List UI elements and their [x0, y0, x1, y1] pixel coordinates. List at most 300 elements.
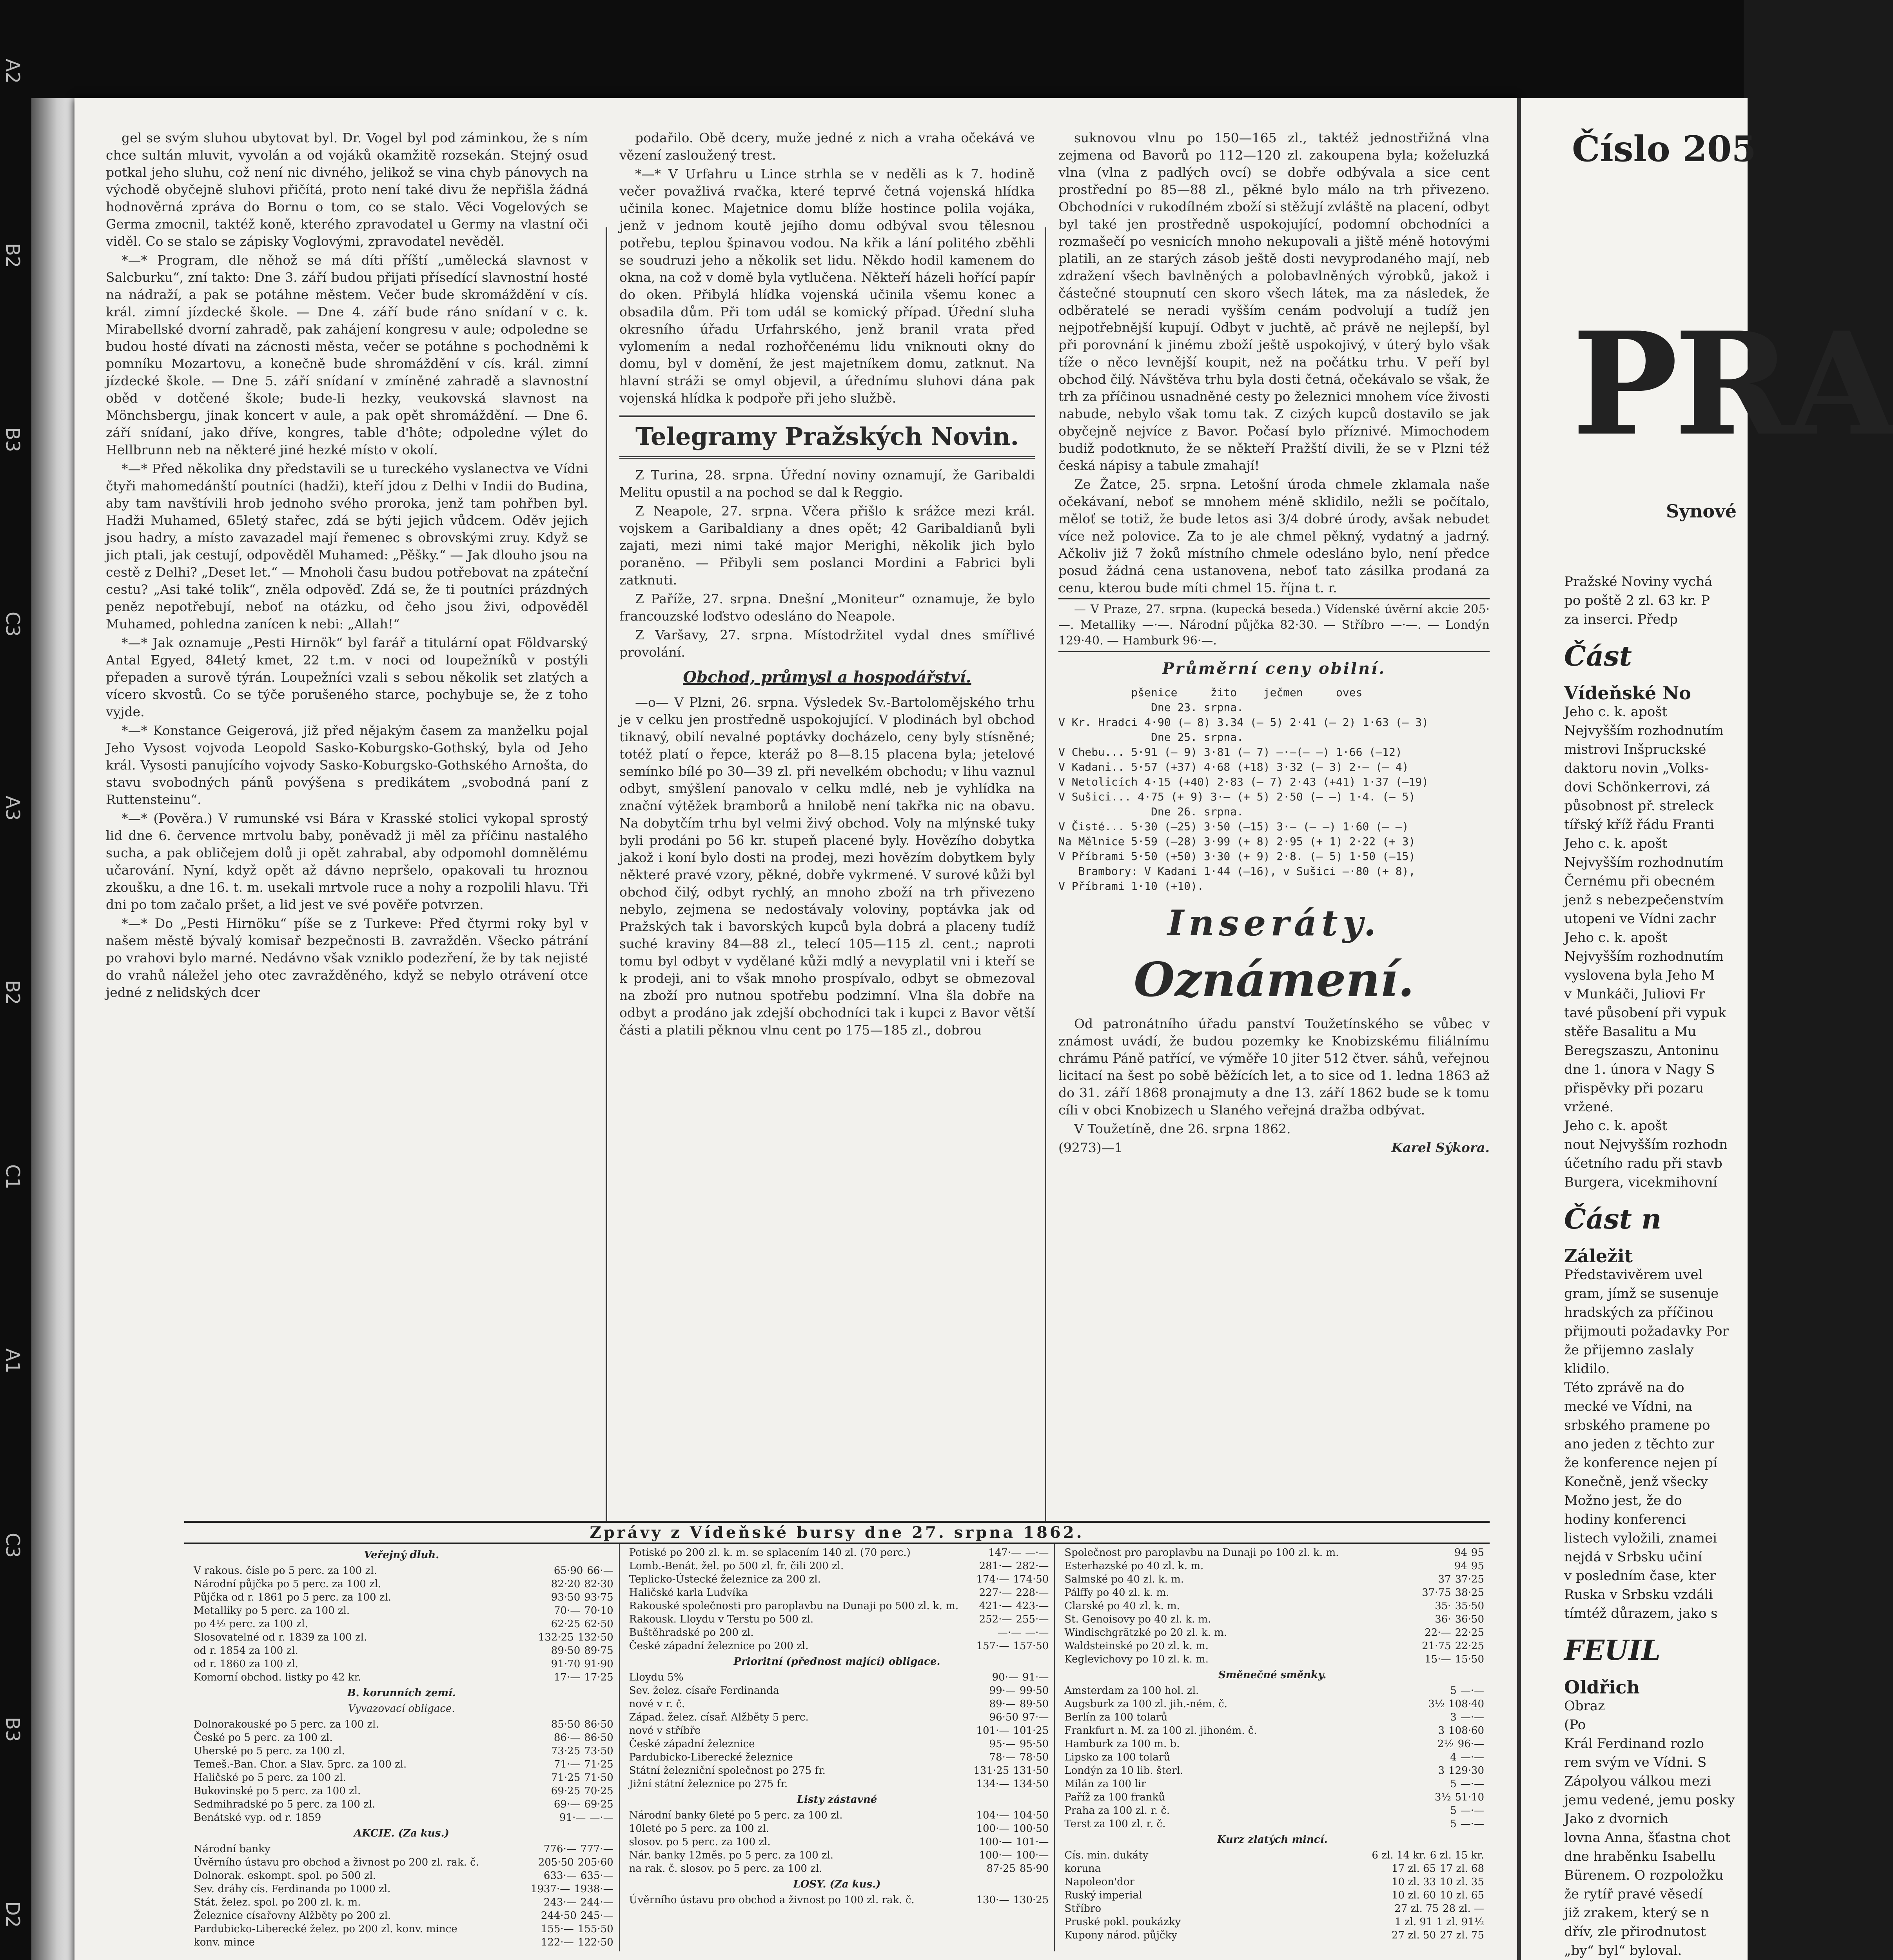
bourse-price: 78·— — [989, 1751, 1016, 1763]
bourse-row — [190, 1617, 613, 1631]
bourse-price: 10 zl. 65 — [1440, 1889, 1485, 1901]
bourse-item-name: České západní železnice po 200 zl. — [629, 1640, 809, 1652]
masthead-title: PRA — [1572, 301, 1893, 467]
text-line: Nejvyšším rozhodnutím — [1564, 855, 1724, 870]
bourse-price: 85·50 — [551, 1719, 581, 1730]
commerce-report: —o— V Plzni, 26. srpna. Výsledek Sv.-Bartolomějského trhu je v celku jen prostředně uspokojující. V plodinách byl obchod tiknavý, obilí nevalné poptávky docházelo, ceny byly stísněné; totéž platí o řepce, kteráž po 8—8.15 placena byla; jetelové semínko bílé po 30—39 zl. při nevelkém obchodu; v lihu vaznul odbyt, smýšlení panovalo v celku mdlé, neb je vyhlídka na znační výtěžek bramborů a hnilobě není takřka nic na obavu. Na dobytčím trhu byl velmi živý obchod. Voly na mlýnské tuky byli prodáni po 56 kr. stupeň placené byly. Hovězího dobytka jakož i koní bylo dosti na prodej, mezi hovězím dobytkem byly některé pravé vzory, pěkné, dobře vykrmené. V surové kůži byl obchod čilý, odbyt rychlý, an mnoho zboží na trh přivezeno nebylo, zejmena se nedostávaly voloviny, poptávka jak od Pražských tak i bavorských kupců byla dobrá a placeny tudíž suché kraviny 84—88 zl., telecí 105—115 zl. cent.; naproti tomu byl odbyt v vydělané kůži mdlý a nevyplatil vni i kteří se k prodeji, ani to však mnoho prospívalo, odbyt se obmezoval na zboží pro nutnou spotřebu podzimní. Vlna šla dobře na odbyt a prodáno jak zdejší obchodníci tak i kupci z Bavor větší části a platili pěknou vlnu cent po 175—185 zl., dobrou — [619, 695, 1035, 1038]
bourse-row — [1060, 1697, 1484, 1711]
bourse-row — [1060, 1711, 1484, 1724]
bourse-price: 129·30 — [1448, 1765, 1485, 1777]
bourse-item-name: Praha za 100 zl. r. č. — [1064, 1805, 1170, 1817]
bourse-item-name: Potiské po 200 zl. k. m. se splacením 140 zl. (70 perc.) — [629, 1547, 911, 1559]
bourse-row — [625, 1893, 1049, 1907]
bourse-price: 17 zl. 65 — [1392, 1863, 1436, 1875]
bourse-row — [190, 1936, 613, 1949]
text-line: nout Nejvyšším rozhodn — [1564, 1137, 1728, 1152]
bourse-price: 6 zl. 15 kr. — [1430, 1849, 1485, 1861]
bourse-price: 100·— — [1016, 1849, 1049, 1861]
bourse-price: 94 — [1454, 1547, 1467, 1559]
bourse-row — [625, 1613, 1049, 1626]
film-edge-label: C1 — [2, 1164, 24, 1190]
text-line: stěře Basalitu a Mu — [1564, 1024, 1697, 1040]
article-paragraph: podařilo. Obě dcery, muže jedné z nich a vraha očekává ve vězení zasloužený trest. — [619, 130, 1035, 163]
bourse-price: 93·50 — [551, 1592, 581, 1603]
bourse-item-name: Haličské karla Ludvíka — [629, 1587, 748, 1599]
bourse-item-name: Keglevichovy po 10 zl. k. m. — [1064, 1653, 1209, 1665]
text-line: utopeni ve Vídni zachr — [1564, 911, 1716, 927]
column-divider — [606, 227, 607, 1521]
article-paragraph: gel se svým sluhou ubytovat byl. Dr. Vogel byl pod záminkou, že s ním chce sultán mluvit, vyvolán a od vojáků okamžitě rozsekán. Stejný osud potkal jeho sluhu, což není nic divného, jelikož se vina chyb pánovych na východě obyčejně sluhovi přičítá, proto není také divu že nepřišla žádná hodnověrná zpráva do Bornu o tom, co se stalo. Věci Vogelových se Germa zmocnil, taktéž koně, kterého zpravodatel u Germy na vlastní oči viděl. Co se stalo se zápisky Voglovými, zpravodatel nevěděl. — [106, 130, 588, 249]
text-line: působnost př. streleck — [1564, 798, 1714, 814]
text-line: účetního radu při stavb — [1564, 1156, 1722, 1171]
text-line: dřív, zle přirodnutost — [1564, 1924, 1706, 1940]
text-line: Obraz — [1564, 1698, 1605, 1714]
bourse-row — [190, 1909, 613, 1922]
article-paragraph: *—* Před několika dny představili se u tureckého vyslanectva ve Vídni čtyři mahomedánští poutníci (hadži), kteří jdou z Delhi v Indii do Budina, aby tam navštívili hrob jednoho svého proroka, jenž tam pohřben byl. Hadži Muhamed, 65letý stařec, zdá se býti jejich vůdcem. Oděv jejich jsou hadry, a místo zavazadel mají řemenec s obrovskými zruy. Když se jich ptali, jak cestují, odpověděl Muhamed: „Pěšky.“ — Jak dlouho jsou na cestě z Delhi? „Deset let.“ — Mnoholi času budou potřebovat na zpáteční cestu? „Asi také tolik“, zněla odpověď. Zdá se, že ti poutníci prázdných peněz nepotřebují, neboť na otázku, od čeho jsou živi, odpověděl Muhamed, pohledna zanícen k nebi: „Allah!“ — [106, 461, 588, 632]
bourse-price: 73·50 — [584, 1745, 613, 1757]
bourse-row — [1060, 1777, 1484, 1791]
bourse-row — [190, 1731, 613, 1744]
grain-price-line: V Příbrami 1·10 (+10). — [1058, 880, 1204, 893]
text-line: Jeho c. k. apošt — [1564, 1118, 1668, 1134]
text-line: v posledním čase, kter — [1564, 1568, 1716, 1584]
bourse-price: 91·70 — [551, 1658, 581, 1670]
grain-price-line: V Netolicích 4·15 (+40) 2·83 (— 7) 2·43 (+41) 1·37 (—19) — [1058, 775, 1429, 788]
bourse-row — [625, 1671, 1049, 1684]
bourse-row — [1060, 1684, 1484, 1697]
bourse-price: 51·10 — [1455, 1791, 1485, 1803]
bourse-item-name: Pálffy po 40 zl. k. m. — [1064, 1587, 1169, 1599]
bourse-item-name: po 4½ perc. za 100 zl. — [194, 1618, 308, 1630]
bourse-price: 100·— — [979, 1836, 1012, 1848]
article-paragraph: *—* Konstance Geigerová, již před nějakým časem za manželku pojal Jeho Vysost vojvoda Leopold Sasko-Koburgsko-Gothský, byla od Jeho král. Vysosti panujícího vojvody Sasko-Koburgsko-Gothského Arnošta, do stavu svobodných pánů povýšena s predikátem „svobodná paní z Ruttensteinu“. — [106, 723, 588, 807]
bourse-price: 91·— — [1022, 1671, 1049, 1683]
bourse-row — [190, 1896, 613, 1909]
bourse-subheading: LOSY. (Za kus.) — [793, 1878, 881, 1890]
bourse-item-name: Buštěhradské po 200 zl. — [629, 1627, 754, 1639]
bourse-price: 97·— — [1022, 1711, 1049, 1723]
bourse-item-name: České po 5 perc. za 100 zl. — [194, 1732, 333, 1744]
film-edge-label: D2 — [2, 1901, 24, 1928]
bourse-price: 255·— — [1016, 1613, 1049, 1625]
bourse-row — [625, 1822, 1049, 1835]
text-line: dne hraběnku Isabellu — [1564, 1849, 1716, 1864]
bourse-price: 89·75 — [584, 1645, 613, 1657]
bourse-price: 3 — [1450, 1711, 1457, 1723]
bourse-price: 89·50 — [1019, 1698, 1049, 1710]
bourse-item-name: slosov. po 5 perc. za 100 zl. — [629, 1836, 771, 1848]
bourse-subheading: B. korunních zemí. — [347, 1687, 456, 1699]
bourse-price: 5 — [1450, 1778, 1457, 1790]
text-line: Jako z dvornich — [1564, 1811, 1668, 1827]
bourse-row — [1060, 1764, 1484, 1777]
grain-price-line: Dne 23. srpna. — [1058, 701, 1244, 714]
bourse-item-name: Západ. želez. císař. Alžběty 5 perc. — [629, 1711, 809, 1723]
bourse-price: 90·— — [992, 1671, 1018, 1683]
issue-number: Číslo 205 — [1572, 128, 1756, 170]
bourse-price: 95 — [1471, 1547, 1485, 1559]
bourse-row — [190, 1922, 613, 1936]
bourse-row — [190, 1784, 613, 1798]
bourse-item-name: Železnice císařovny Alžběty po 200 zl. — [194, 1910, 391, 1922]
bourse-item-name: konv. mince — [194, 1936, 255, 1948]
bourse-price: 3½ — [1428, 1698, 1445, 1710]
bourse-item-name: Pardubicko-Liberecké želez. po 200 zl. konv. mince — [194, 1923, 457, 1935]
bourse-row — [625, 1764, 1049, 1777]
text-line: daktoru novin „Volks- — [1564, 760, 1709, 776]
article-paragraph: Ze Žatce, 25. srpna. Letošní úroda chmele zklamala naše očekávaní, neboť se mnohem méně sklidilo, nežli se počítalo, měloť se totiž, že bude letos asi 3/4 dobré úrody, avšak nebudet více než polovice. Za to je ale chmel pěkný, vydatný a jadrný. Ačkoliv již 7 žoků místního chmele odesláno bylo, není předce posud žádná cena ustanovena, neboť tato zásilka prodaná za cenu, kterou bude míti chmel 15. října t. r. — [1058, 477, 1490, 595]
bourse-price: 37·25 — [1455, 1573, 1485, 1585]
bourse-item-name: Úvěrního ústavu pro obchod a živnost po 200 zl. rak. č. — [194, 1857, 479, 1868]
bourse-price: 228·— — [1016, 1587, 1049, 1599]
bourse-item-name: Paříž za 100 franků — [1064, 1791, 1165, 1803]
bourse-price: 35· — [1435, 1600, 1451, 1612]
bourse-price: 95·50 — [1019, 1738, 1049, 1750]
bourse-item-name: Terst za 100 zl. r. č. — [1064, 1818, 1166, 1830]
bourse-item-name: Napoleon'dor — [1064, 1876, 1134, 1888]
bourse-item-name: Úvěrního ústavu pro obchod a živnost po 100 zl. rak. č. — [629, 1894, 915, 1906]
bourse-price: 134·— — [976, 1778, 1009, 1790]
bourse-item-name: nové v stříbře — [629, 1725, 701, 1737]
bourse-item-name: Dolnorakouské po 5 perc. za 100 zl. — [194, 1719, 379, 1730]
bourse-item-name: na rak. č. slosov. po 5 perc. za 100 zl. — [629, 1863, 822, 1875]
bourse-price: 101·— — [1016, 1836, 1049, 1848]
bourse-column-2 — [620, 1544, 1055, 1951]
bourse-price: 66·— — [587, 1565, 613, 1577]
bourse-price: 777·— — [580, 1843, 613, 1855]
inserty-heading: Inseráty. — [1167, 902, 1381, 944]
bourse-row — [625, 1862, 1049, 1875]
film-edge-label: C3 — [2, 612, 24, 637]
bourse-price: —·— — [1025, 1627, 1049, 1639]
bourse-price: 3½ — [1434, 1791, 1451, 1803]
film-edge-label: A1 — [2, 1348, 24, 1374]
film-edge-label: B3 — [2, 1717, 24, 1742]
bourse-price: 147·— — [988, 1547, 1022, 1559]
bourse-price: 131·50 — [1013, 1765, 1049, 1777]
bourse-price: 100·— — [979, 1849, 1012, 1861]
bourse-price: —·— — [1460, 1751, 1485, 1763]
bourse-row — [625, 1849, 1049, 1862]
bourse-row — [1060, 1626, 1484, 1639]
text-line: Jeho c. k. apošt — [1564, 704, 1668, 720]
text-line: Této zprávě na do — [1564, 1380, 1684, 1396]
bourse-price: —·— — [1460, 1685, 1485, 1697]
bourse-price: 155·50 — [577, 1923, 613, 1935]
article-paragraph: *—* Do „Pesti Hirnöku“ píše se z Turkeve: Před čtyrmi roky byl v našem městě bývalý komisař bezpečnosti B. zavražděn. Všecko pátrání po vrahovi bylo marné. Nedávno však vzniklo podezření, že by tak nejisté do vrahů náležel jeho otec zavražděného, když se nebylo otrávení otce jedné z nelidských dcer — [106, 916, 588, 1000]
bourse-item-name: Nár. banky 12měs. po 5 perc. za 100 zl. — [629, 1849, 834, 1861]
text-line: srbského pramene po — [1564, 1417, 1710, 1433]
text-line: přispěvky při pozaru — [1564, 1080, 1704, 1096]
bourse-price: 101·— — [976, 1725, 1009, 1737]
bourse-price: 6 zl. 14 kr. — [1372, 1849, 1426, 1861]
bourse-item-name: České západní železnice — [629, 1738, 755, 1750]
bourse-row — [190, 1842, 613, 1856]
bourse-price: 281·— — [979, 1560, 1012, 1572]
bourse-price: 71·25 — [584, 1759, 613, 1770]
bourse-price: 62·50 — [584, 1618, 613, 1630]
bourse-item-name: Půjčka od r. 1861 po 5 perc. za 100 zl. — [194, 1592, 392, 1603]
bourse-price: 10 zl. 60 — [1392, 1889, 1436, 1901]
bourse-price: 130·25 — [1013, 1894, 1049, 1906]
grain-price-line: V Sušici... 4·75 (+ 9) 3·— (+ 5) 2·50 (— —) 1·4. (— 5) — [1058, 790, 1416, 803]
bourse-row — [625, 1639, 1049, 1653]
bourse-price: 5 — [1450, 1685, 1457, 1697]
text-line: Konečně, jenž všecky — [1564, 1474, 1708, 1490]
film-edge-label: C3 — [2, 1533, 24, 1558]
bourse-price: 2½ — [1437, 1738, 1454, 1750]
bourse-item-name: Berlín za 100 tolarů — [1064, 1711, 1168, 1723]
bourse-price: 10 zl. 35 — [1440, 1876, 1485, 1888]
text-line: Beregszaszu, Antoninu — [1564, 1043, 1719, 1058]
bourse-price: 245·— — [580, 1910, 613, 1922]
bourse-price: 205·50 — [538, 1857, 574, 1868]
text-line: Král Ferdinand rozlo — [1564, 1736, 1704, 1751]
bourse-price: 205·60 — [577, 1857, 613, 1868]
telegram-heading: Telegramy Pražských Novin. — [619, 415, 1035, 459]
bourse-row — [625, 1599, 1049, 1613]
bourse-price: 155·— — [541, 1923, 574, 1935]
bourse-price: 27 zl. 75 — [1440, 1929, 1485, 1941]
bourse-price: 27 zl. 50 — [1392, 1929, 1436, 1941]
grain-price-line: V Čisté... 5·30 (—25) 3·50 (—15) 3·— (— —) 1·60 (— —) — [1058, 820, 1409, 833]
text-line: Bürenem. O rozpoložku — [1564, 1867, 1724, 1883]
bourse-price: 17·— — [554, 1671, 581, 1683]
bourse-subheading: Vyvazovací obligace. — [348, 1703, 455, 1715]
text-line: vyslovena byla Jeho M — [1564, 967, 1715, 983]
oznameni-ref: (9273)—1 — [1058, 1140, 1123, 1155]
bourse-price: 15·— — [1425, 1653, 1451, 1665]
bourse-row — [190, 1718, 613, 1731]
bourse-price: 91·90 — [584, 1658, 613, 1670]
section-subheading: Vídeňské No — [1564, 682, 1691, 704]
text-line: jenž s nebezpečenstvím — [1564, 892, 1724, 908]
bourse-item-name: Esterhazské po 40 zl. k. m. — [1064, 1560, 1204, 1572]
bourse-price: 37 — [1438, 1573, 1451, 1585]
bourse-price: 1 zl. 91 — [1394, 1916, 1433, 1928]
bourse-row — [1060, 1573, 1484, 1586]
bourse-price: 174·— — [976, 1573, 1009, 1585]
text-line: listech vyložili, znamei — [1564, 1530, 1717, 1546]
bourse-row — [625, 1626, 1049, 1639]
bourse-price: 65·90 — [554, 1565, 583, 1577]
bourse-title: Zprávy z Vídeňské bursy dne 27. srpna 1862. — [184, 1523, 1490, 1544]
grain-price-line: Na Mělnice 5·59 (—28) 3·99 (+ 8) 2·95 (+ 1) 2·22 (+ 3) — [1058, 835, 1416, 848]
bourse-item-name: Rakouské společnosti pro paroplavbu na Dunaji po 500 zl. k. m. — [629, 1600, 959, 1612]
bourse-item-name: koruna — [1064, 1863, 1101, 1875]
bourse-item-name: Frankfurt n. M. za 100 zl. jihoném. č. — [1064, 1725, 1257, 1737]
bourse-price: —·— — [1025, 1547, 1049, 1559]
bourse-price: 89·50 — [551, 1645, 581, 1657]
masthead-info-line: za inserci. Předp — [1564, 612, 1678, 627]
bourse-price: 21·75 — [1422, 1640, 1451, 1652]
bourse-price: 134·50 — [1013, 1778, 1049, 1790]
article-paragraph: *—* Program, dle něhož se má díti příští „umělecká slavnost v Salcburku“, zní takto: Dne 3. září budou přijati přísedící slavnostní hosté na nádraží, a pak se potáhne městem. Večer bude skromáždění v cís. král. zimní jízdecké škole. — Dne 4. září bude ráno snídaní v c. k. Mirabellské dvorní zahradě, pak zahájení kongresu v aule; odpoledne se budou hosté dívati na zácnosti města, večer se potáhne s pochodněmi k pomníku Mozartovu, a konečně bude shromáždění v cís. král. zimní jízdecké škole. — Dne 5. září snídaní v zmíněné zahradě a slavnostní oběd v dotčené škole; bude-li hezky, veukovská slavnost na Mönchsbergu, jinak koncert v aule, a pak opět shromáždění. — Dne 6. září snídaní, jako dříve, kongres, table d'hôte; odpoledne výlet do Hellbrunn neb na některé jiné hezké místo v okolí. — [106, 252, 588, 457]
bourse-item-name: Haličské po 5 perc. za 100 zl. — [194, 1772, 346, 1784]
text-line: dne 1. února v Nagy S — [1564, 1062, 1715, 1077]
section-heading: Část n — [1564, 1203, 1662, 1235]
bourse-row — [190, 1631, 613, 1644]
bourse-row — [190, 1856, 613, 1869]
bourse-row — [190, 1577, 613, 1591]
bourse-price: 95·— — [989, 1738, 1016, 1750]
text-line: hradských za příčinou — [1564, 1305, 1714, 1320]
bourse-item-name: Společnost pro paroplavbu na Dunaji po 100 zl. k. m. — [1064, 1547, 1339, 1559]
text-line: vržené. — [1564, 1099, 1614, 1115]
bourse-price: 17 zl. 68 — [1440, 1863, 1485, 1875]
bourse-price: 100·— — [976, 1823, 1009, 1835]
film-edge-label: B2 — [2, 980, 24, 1005]
bourse-subheading: Veřejný dluh. — [364, 1549, 439, 1561]
bourse-row — [1060, 1724, 1484, 1737]
text-line: tímtéž důrazem, jako s — [1564, 1606, 1718, 1621]
bourse-row — [625, 1546, 1049, 1559]
text-line: jemu vedené, jemu posky — [1564, 1792, 1735, 1808]
bourse-price: 174·50 — [1013, 1573, 1049, 1585]
bourse-price: 108·60 — [1448, 1725, 1485, 1737]
bourse-price: 5 — [1450, 1805, 1457, 1817]
bourse-row — [625, 1559, 1049, 1573]
article-paragraph: suknovou vlnu po 150—165 zl., taktéž jednostřižná vlna zejmena od Bavorů po 112—120 zl. zakoupena byla; koželuzká vlna (vlna z padlých ovcí) se dobře odbývala a sice cent prostřední po 85—88 zl., pěkné bylo málo na trh přivezeno. Obchodníci v rukodílném zboží si stěžují zvláště na placení, odbyt byl také jen prostředně uspokojující, podomní obchodníci a rozmašečí po vesnicích mnoho nekupovali a jiště méně hotovými platili, an ze starých zásob ještě dosti nevyprodaného mají, neb zdražení všech bavlněných a polobavlněných výrobků, jakož i částečné stoupnutí cen skoro všech látek, ma za následek, že odběratelé se neradi vyšším cenám podvolují a tudíž jen nejpotřebnější kupují. Odbyt v juchtě, ač právě ne nejlepší, byl při porovnání k jinému zboží ještě uspokojivý, v úterý bylo však tíže o něco levnější koupit, než na počátku trhu. V peří byl obchod čilý. Návštěva trhu byla dosti četná, očekávalo se však, že trh za příčinou usnadněné cesty po železnici mnohem více živosti nabude, nebylo však tomu tak. Z cizých kupců dostavilo se jak obyčejně nejvíce z Bavor. Počasí bylo příznivé. Mimochodem budiž podotknuto, že se někteří Pražští divili, že se v Plzni též česká nápisy a tabule zmahají! — [1058, 130, 1490, 473]
film-edge-labels — [4, 59, 27, 1960]
bourse-row — [1060, 1817, 1484, 1831]
article-paragraph: *—* V Urfahru u Lince strhla se v neděli as k 7. hodině večer považlivá rvačka, které teprvé četná vojenská hlídka učinila konec. Majetnice domu blíže hostince polila vojáka, jenž v jednom koutě jejího domu odbýval svou tělesnou potřebu, teplou špinavou vodou. Na křik a lání politého zběhli se soudruzi jeho a několik set lidu. Někdo hodil kamenem do okna, na což v domě byla vytlučena. Někteří házeli hořící papír do oken. Přibylá hlídka vojenská učinila všemu konec a obsadila dům. Při tom udál se komický případ. Úřední sluha okresního úřadu Urfahrského, jenž branil vrata před vylomením a nedal rozhořčenému lidu vniknouti okny do domu, byl v domění, že jest majetníkem domu, zatknut. Na hlavní stráži se omyl objevil, a úřednímu sluhovi dána pak vojenská hlídka k podpoře při jeho službě. — [619, 166, 1035, 406]
bourse-price: 243·— — [543, 1896, 577, 1908]
bourse-item-name: Sev. želez. císaře Ferdinanda — [629, 1685, 779, 1697]
grain-price-line: Brambory: V Kadani 1·44 (—16), v Sušici —·80 (+ 8), — [1058, 865, 1416, 878]
bourse-column-1 — [184, 1544, 620, 1951]
bourse-row — [625, 1809, 1049, 1822]
text-line: tířský kříž řádu Franti — [1564, 817, 1714, 833]
bourse-price: 95 — [1471, 1560, 1485, 1572]
bourse-price: 157·50 — [1013, 1640, 1049, 1652]
bourse-price: 421·— — [979, 1600, 1012, 1612]
text-line: že rytíř pravé věsedí — [1564, 1886, 1703, 1902]
bourse-price: 108·40 — [1448, 1698, 1485, 1710]
bourse-price: 132·50 — [577, 1632, 613, 1643]
bourse-item-name: Hamburk za 100 m. b. — [1064, 1738, 1180, 1750]
bourse-price: 227·— — [979, 1587, 1012, 1599]
prague-market-report: — V Praze, 27. srpna. (kupecká beseda.) Vídenské úvěrní akcie 205·—. Metalliky —·—. Národní půjčka 82·30. — Stříbro —·—. — Londýn 129·40. — Hamburk 96·—. — [1058, 598, 1490, 652]
text-line: Burgera, vicekmihovní — [1564, 1174, 1717, 1190]
bourse-item-name: Národní banky 6leté po 5 perc. za 100 zl. — [629, 1809, 843, 1821]
bourse-row — [625, 1751, 1049, 1764]
bourse-item-name: Sev. dráhy cís. Ferdinanda po 1000 zl. — [194, 1883, 391, 1895]
bourse-price: 10 zl. 33 — [1392, 1876, 1436, 1888]
bourse-price: 423·— — [1016, 1600, 1049, 1612]
bourse-price: 69·— — [554, 1798, 581, 1810]
bourse-price: 633·— — [543, 1870, 577, 1882]
bourse-price: 93·75 — [584, 1592, 613, 1603]
bourse-row — [1060, 1849, 1484, 1862]
bourse-item-name: Lomb.-Benát. žel. po 500 zl. fr. čili 200 zl. — [629, 1560, 844, 1572]
bourse-price: 96·— — [1457, 1738, 1485, 1750]
bourse-price: 99·50 — [1019, 1685, 1049, 1697]
text-line: přijmouti požadavky Por — [1564, 1323, 1729, 1339]
bourse-row — [1060, 1915, 1484, 1929]
bourse-item-name: Temeš.-Ban. Chor. a Slav. 5prc. za 100 zl. — [194, 1759, 407, 1770]
bourse-item-name: Waldsteinské po 20 zl. k. m. — [1064, 1640, 1209, 1652]
bourse-subheading: Směnečné směnky. — [1218, 1669, 1327, 1681]
bourse-price: 1937·— — [530, 1883, 570, 1895]
masthead-info-line: Pražské Noviny vychá — [1564, 574, 1713, 590]
bourse-row — [1060, 1875, 1484, 1889]
masthead-info-line: po poště 2 zl. 63 kr. P — [1564, 593, 1710, 608]
bourse-item-name: Národní banky — [194, 1843, 270, 1855]
grain-price-line: Dne 25. srpna. — [1058, 731, 1244, 744]
bourse-price: —·— — [1460, 1778, 1485, 1790]
text-line: klidilo. — [1564, 1361, 1610, 1377]
text-line: Černému při obecném — [1564, 873, 1715, 889]
bourse-price: 244·— — [580, 1896, 613, 1908]
bourse-price: 5 — [1450, 1818, 1457, 1830]
bourse-price: 82·20 — [551, 1578, 581, 1590]
bourse-row — [190, 1798, 613, 1811]
bourse-price: —·— — [1460, 1818, 1485, 1830]
bourse-row — [190, 1758, 613, 1771]
bourse-row — [1060, 1653, 1484, 1666]
bourse-row — [625, 1737, 1049, 1751]
bourse-price: —·— — [1460, 1711, 1485, 1723]
bourse-price: 282·— — [1016, 1560, 1049, 1572]
bourse-item-name: Lipsko za 100 tolarů — [1064, 1751, 1171, 1763]
bourse-row — [190, 1644, 613, 1657]
article-column-1 — [106, 129, 588, 1521]
article-column-3 — [1058, 129, 1490, 1521]
bourse-price: 36· — [1435, 1613, 1451, 1625]
commerce-heading: Obchod, průmysl a hospodářství. — [683, 668, 971, 686]
bourse-subheading: Listy zástavné — [797, 1794, 877, 1806]
bourse-row — [1060, 1804, 1484, 1817]
bourse-price: 62·25 — [551, 1618, 581, 1630]
bourse-subheading: Kurz zlatých mincí. — [1217, 1834, 1328, 1846]
bourse-row — [190, 1604, 613, 1617]
bourse-row — [190, 1591, 613, 1604]
bourse-price: 157·— — [976, 1640, 1009, 1652]
text-line: že přijemno zaslaly — [1564, 1342, 1694, 1358]
bourse-price: 3 — [1438, 1725, 1445, 1737]
text-line: mecké ve Vídni, na — [1564, 1399, 1692, 1414]
bourse-item-name: Cís. min. dukáty — [1064, 1849, 1149, 1861]
bourse-item-name: Stát. želez. spol. po 200 zl. k. m. — [194, 1896, 361, 1908]
vienna-bourse-report — [184, 1521, 1490, 1960]
bourse-item-name: Rakousk. Lloydu v Terstu po 500 zl. — [629, 1613, 814, 1625]
bourse-price: 122·— — [541, 1936, 574, 1948]
bourse-price: 100·50 — [1013, 1823, 1049, 1835]
grain-price-line: Dne 26. srpna. — [1058, 805, 1244, 818]
text-line: hodiny konferenci — [1564, 1512, 1686, 1527]
bourse-row — [190, 1564, 613, 1577]
bourse-item-name: od r. 1860 za 100 zl. — [194, 1658, 298, 1670]
bourse-price: 101·25 — [1013, 1725, 1049, 1737]
text-line: Nejvyšším rozhodnutím — [1564, 723, 1724, 739]
bourse-item-name: Jižní státní železnice po 275 fr. — [629, 1778, 788, 1790]
bourse-price: 22·25 — [1455, 1640, 1485, 1652]
bourse-price: 69·25 — [551, 1785, 581, 1797]
bourse-price: 86·50 — [584, 1719, 613, 1730]
bourse-price: 3 — [1438, 1765, 1445, 1777]
text-line: že konference nejen pí — [1564, 1455, 1717, 1471]
text-line: Jeho c. k. apošt — [1564, 836, 1668, 851]
text-line: „by“ byl“ byloval. — [1564, 1943, 1682, 1958]
oznameni-signature: Karel Sýkora. — [1391, 1140, 1490, 1155]
text-line: nejdá v Srbsku učiní — [1564, 1549, 1702, 1565]
bourse-price: 130·— — [976, 1894, 1009, 1906]
bourse-item-name: Salmské po 40 zl. k. m. — [1064, 1573, 1184, 1585]
section-subheading: Záležit — [1564, 1245, 1633, 1267]
bourse-price: 86·50 — [584, 1732, 613, 1744]
bourse-item-name: Dolnorak. eskompt. spol. po 500 zl. — [194, 1870, 376, 1882]
